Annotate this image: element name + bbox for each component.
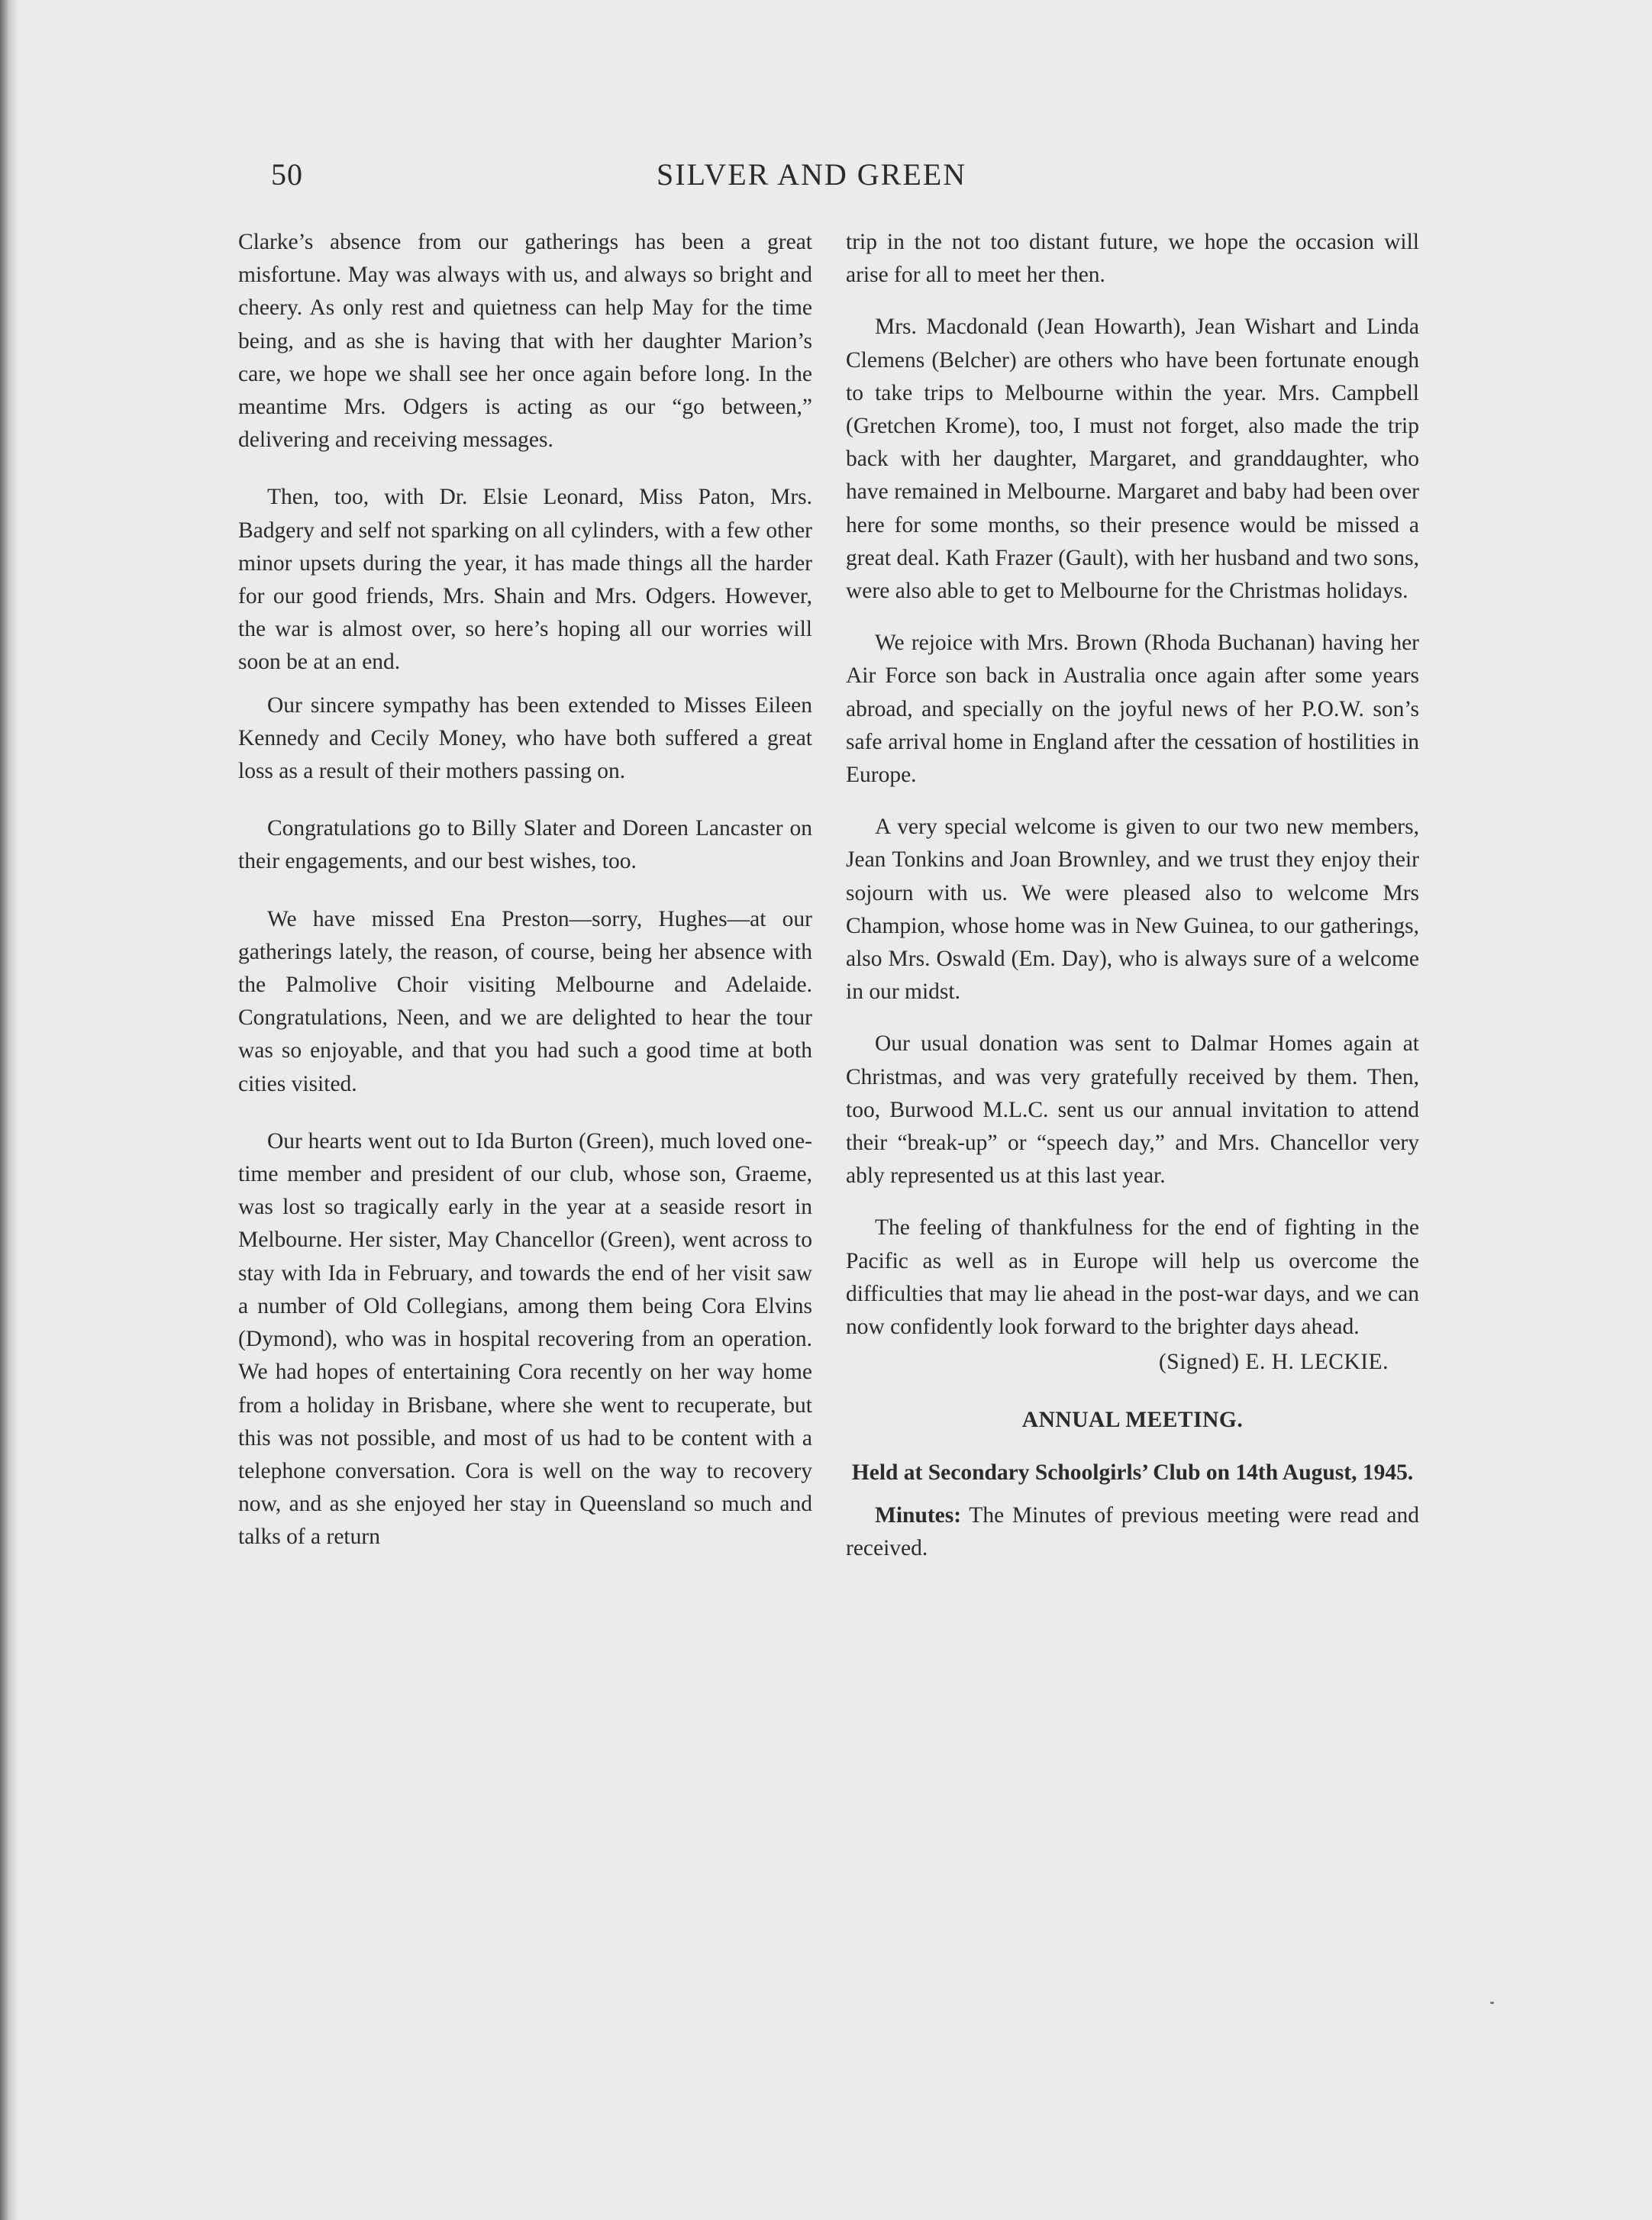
- minutes-label: Minutes:: [875, 1502, 962, 1528]
- signature-line: (Signed) E. H. LECKIE.: [1158, 1350, 1389, 1375]
- paragraph-melbourne-trips: Mrs. Macdonald (Jean Howarth), Jean Wishart and Linda Clemens (Belcher) are others who have been fortunate enough to take trips to Melbourne within the year. Mrs. Campbell (Gretchen Krome), too, I must not forget, also made the trip back with her daughter, Margaret, and granddaughter, who have remained in Melbourne. Margaret and baby had been over here for some months, so their presence would be missed a great deal. Kath Frazer (Gault), with her husband and two sons, were also able to get to Melbourne for the Christmas holidays.: [846, 315, 1419, 604]
- annual-meeting-heading: ANNUAL MEETING.: [1021, 1407, 1244, 1432]
- annual-meeting-subheading: Held at Secondary Schoolgirls’ Club on 14th August, 1945.: [851, 1460, 1414, 1485]
- paragraph-ida-burton: Our hearts went out to Ida Burton (Green), much loved one-time member and president of our club, whose son, Graeme, was lost so tragically early in the year at a seaside resort in Melbourne. Her sister, May Chancellor (Green), went across to stay with Ida in February, and towards the end of her visit saw a number of Old Collegians, among them being Cora Elvins (Dymond), who was in hospital recovering from an operation. We had hopes of entertaining Cora recently on her way home from a holiday in Brisbane, where she went to recuperate, but this was not possible, and most of us had to be content with a telephone conversation. Cora is well on the way to recovery now, and as she enjoyed her stay in Queensland so much and talks of a return: [238, 1128, 812, 1550]
- page-number: 50: [271, 157, 303, 192]
- paragraph-mrs-brown: We rejoice with Mrs. Brown (Rhoda Buchanan) having her Air Force son back in Australia once again after some years abroad, and specially on the joyful news of her P.O.W. son’s safe arrival home in England after the cessation of hostilities in Europe.: [846, 631, 1419, 788]
- paragraph-sympathy: Our sincere sympathy has been extended to Misses Eileen Kennedy and Cecily Money, who have both suffered a great loss as a result of their mothers passing on.: [238, 692, 812, 784]
- paper-speck: [1490, 2002, 1494, 2004]
- left-column: [238, 226, 812, 1554]
- paragraph-ena-preston: We have missed Ena Preston—sorry, Hughes—at our gatherings lately, the reason, of course, being her absence with the Palmolive Choir visiting Melbourne and Adelaide. Congratulations, Neen, and we are delighted to hear the tour was so enjoyable, and that you had such a good time at both cities visited.: [238, 906, 812, 1096]
- running-head-title: SILVER AND GREEN: [657, 157, 967, 192]
- minutes-text: The Minutes of previous meeting were read and received.: [846, 1502, 1419, 1561]
- page-binding-shadow: [0, 0, 18, 2220]
- paragraph-thankfulness: The feeling of thankfulness for the end of fighting in the Pacific as well as in Europe will help us overcome the difficulties that may lie ahead in the post-war days, and we can now confidently look forward to the brighter days ahead.: [846, 1215, 1419, 1340]
- paragraph-engagements: Congratulations go to Billy Slater and Doreen Lancaster on their engagements, and our best wishes, too.: [238, 816, 812, 874]
- paragraph-not-sparking: Then, too, with Dr. Elsie Leonard, Miss Paton, Mrs. Badgery and self not sparking on all cylinders, with a few other minor upsets during the year, it has made things all the harder for our good friends, Mrs. Shain and Mrs. Odgers. However, the war is almost over, so here’s hoping all our worries will soon be at an end.: [238, 485, 812, 675]
- right-column: [846, 226, 1419, 1565]
- paragraph-clarke-absence: Clarke’s absence from our gatherings has been a great misfortune. May was always with us, and always so bright and cheery. As only rest and quietness can help May for the time being, and as she is having that with her daughter Marion’s care, we hope we shall see her once again before long. In the meantime Mrs. Odgers is acting as our “go between,” delivering and receiving messages.: [238, 230, 812, 453]
- paragraph-minutes: [846, 1499, 1419, 1565]
- paragraph-new-members: A very special welcome is given to our two new members, Jean Tonkins and Joan Brownley, and we trust they enjoy their sojourn with us. We were pleased also to welcome Mrs Champion, whose home was in New Guinea, to our gatherings, also Mrs. Oswald (Em. Day), who is always sure of a welcome in our midst.: [846, 815, 1419, 1005]
- paragraph-trip-continued: trip in the not too distant future, we hope the occasion will arise for all to meet her then.: [846, 230, 1419, 288]
- paragraph-donation: Our usual donation was sent to Dalmar Homes again at Christmas, and was very gratefully received by them. Then, too, Burwood M.L.C. sent us our annual invitation to attend their “break-up” or “speech day,” and Mrs. Chancellor very ably represented us at this last year.: [846, 1031, 1419, 1189]
